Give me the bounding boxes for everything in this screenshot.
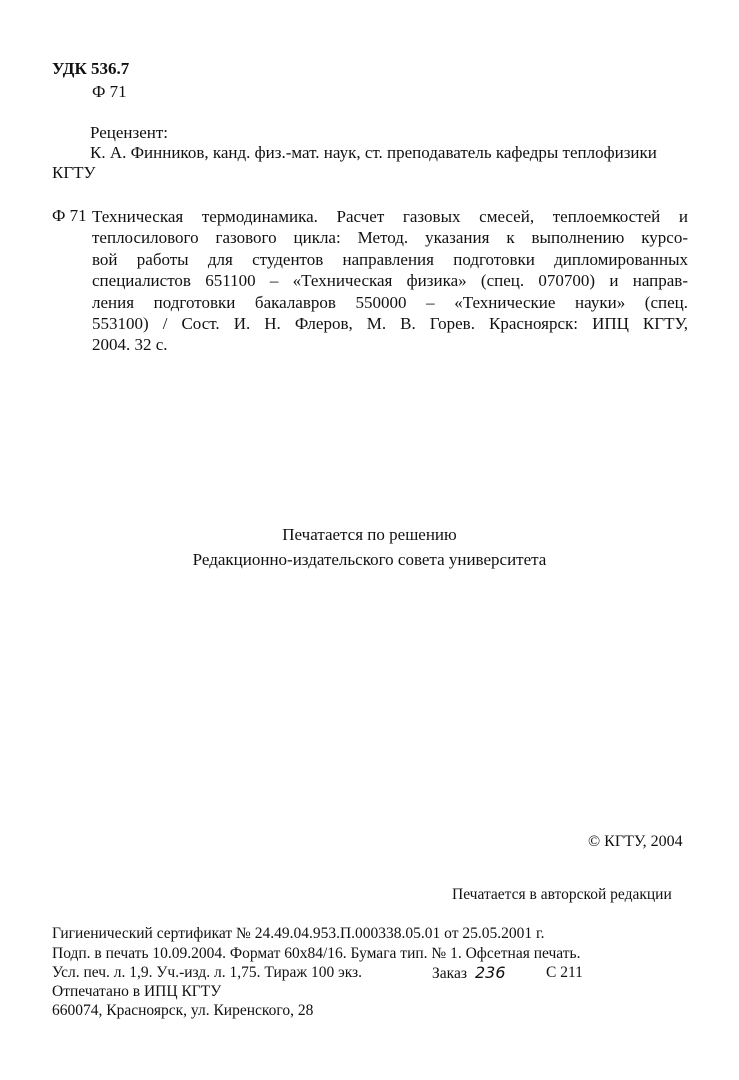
reviewer-label: Рецензент: bbox=[90, 123, 169, 142]
print-details: Подп. в печать 10.09.2004. Формат 60x84/16. Бумага тип. № 1. Офсетная печать. bbox=[52, 945, 581, 962]
print-code: С 211 bbox=[546, 964, 583, 981]
order-label: Заказ bbox=[432, 965, 467, 982]
order-field bbox=[432, 963, 506, 983]
udk-code: УДК 536.7 bbox=[52, 59, 130, 78]
bibliography-line: специалистов 651100 – «Техническая физика» (спец. 070700) и направ- bbox=[92, 271, 688, 291]
bibliography-code: Ф 71 bbox=[52, 206, 87, 225]
approval-line-1: Печатается по решению bbox=[282, 525, 457, 544]
bibliography-line: теплосилового газового цикла: Метод. указания к выполнению курсо- bbox=[92, 228, 688, 248]
author-edition-note: Печатается в авторской редакции bbox=[452, 886, 672, 903]
bibliography-entry bbox=[92, 206, 688, 356]
bibliography-line: 553100) / Сост. И. Н. Флеров, М. В. Горев. Красноярск: ИПЦ КГТУ, bbox=[92, 314, 688, 334]
author-sign-code: Ф 71 bbox=[92, 82, 127, 101]
copyright-notice: © КГТУ, 2004 bbox=[588, 833, 683, 850]
bibliography-line: Техническая термодинамика. Расчет газовых смесей, теплоемкостей и bbox=[92, 207, 688, 226]
bibliography-line: 2004. 32 с. bbox=[92, 335, 168, 355]
hygiene-certificate: Гигиенический сертификат № 24.49.04.953.П.000338.05.01 от 25.05.2001 г. bbox=[52, 925, 545, 942]
printer-address: 660074, Красноярск, ул. Киренского, 28 bbox=[52, 1002, 314, 1019]
reviewer-text-continued: КГТУ bbox=[52, 163, 96, 182]
sheet-counts: Усл. печ. л. 1,9. Уч.-изд. л. 1,75. Тираж 100 экз. bbox=[52, 964, 363, 981]
reviewer-text: К. А. Финников, канд. физ.-мат. наук, ст. преподаватель кафедры теплофизики bbox=[90, 143, 657, 162]
printed-at: Отпечатано в ИПЦ КГТУ bbox=[52, 983, 222, 1000]
bibliography-line: ления подготовки бакалавров 550000 – «Технические науки» (спец. bbox=[92, 292, 688, 312]
order-number: 236 bbox=[474, 963, 506, 982]
approval-line-2: Редакционно-издательского совета университета bbox=[192, 550, 547, 569]
bibliography-line: вой работы для студентов направления подготовки дипломированных bbox=[92, 249, 688, 269]
